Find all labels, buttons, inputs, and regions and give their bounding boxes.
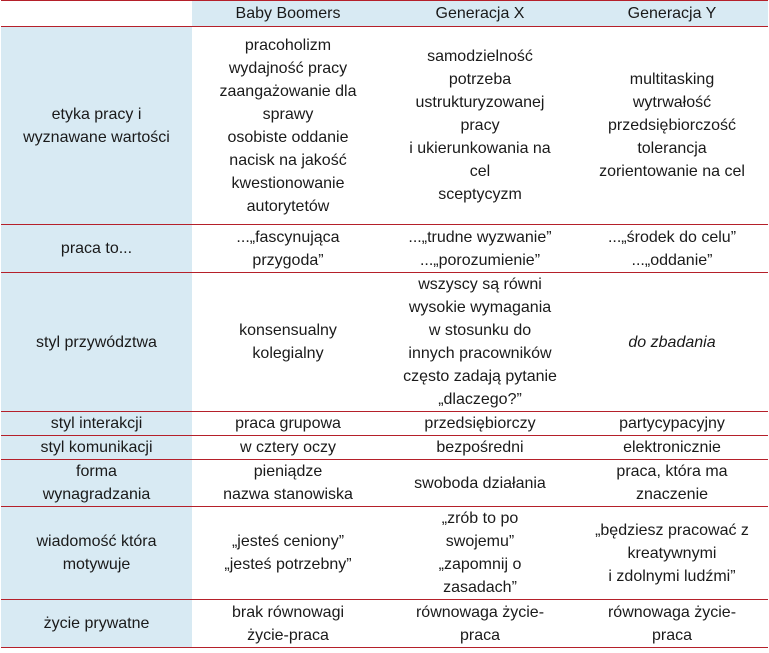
cell-generation-x	[384, 460, 576, 507]
cell-line: równowaga życie-	[607, 603, 737, 621]
cell-line: do zbadania	[628, 333, 716, 351]
cell-baby-boomers	[192, 436, 384, 460]
cell-generation-y	[576, 27, 768, 225]
cell-line: często zadają pytanie	[403, 368, 557, 385]
cell-line: w cztery oczy	[239, 439, 336, 456]
header-generation-y: Generacja Y	[576, 1, 768, 27]
cell-line: nacisk na jakość	[229, 151, 347, 169]
cell-line: wytrwałość	[632, 94, 712, 111]
row-label-line: życie prywatne	[43, 615, 150, 632]
row-label	[1, 225, 192, 273]
cell-line: ...„fascynująca	[236, 228, 340, 246]
cell-generation-y	[576, 273, 768, 412]
cell-line: kreatywnymi	[627, 544, 717, 562]
cell-baby-boomers	[192, 412, 384, 436]
cell-generation-x	[384, 600, 576, 648]
generations-table	[1, 0, 768, 648]
table-row	[1, 507, 768, 600]
cell-line: swojemu”	[445, 533, 515, 550]
row-label	[1, 412, 192, 436]
cell-line: tolerancja	[637, 140, 707, 157]
cell-line: życie-praca	[247, 626, 329, 644]
cell-line: praca	[651, 626, 693, 644]
header-row	[1, 1, 768, 27]
cell-line: praca grupowa	[235, 415, 341, 432]
row-label-line: styl interakcji	[50, 415, 143, 432]
cell-line: ...„trudne wyzwanie”	[408, 228, 552, 246]
cell-baby-boomers	[192, 460, 384, 507]
row-label-line: wiadomość która	[36, 533, 157, 550]
cell-line: nazwa stanowiska	[223, 486, 353, 503]
cell-line: pracoholizm	[244, 36, 332, 54]
row-label-line: motywuje	[62, 556, 131, 573]
cell-line: brak równowagi	[231, 603, 345, 621]
cell-line: wszyscy są równi	[418, 276, 542, 293]
cell-baby-boomers	[192, 600, 384, 648]
cell-line: kwestionowanie	[231, 174, 345, 192]
table-row	[1, 460, 768, 507]
cell-line: praca	[459, 626, 501, 644]
cell-line: „dlaczego?”	[438, 391, 522, 408]
cell-line: partycypacyjny	[619, 415, 725, 432]
cell-line: osobiste oddanie	[227, 128, 349, 146]
cell-line: zorientowanie na cel	[599, 163, 745, 180]
cell-baby-boomers	[192, 27, 384, 225]
cell-line: pracy	[460, 117, 500, 134]
cell-line: potrzeba	[448, 71, 512, 88]
cell-line: „będziesz pracować z	[595, 521, 749, 539]
row-label	[1, 600, 192, 648]
cell-generation-x	[384, 273, 576, 412]
cell-generation-x	[384, 412, 576, 436]
cell-line: ...„środek do celu”	[607, 228, 737, 246]
cell-generation-x	[384, 436, 576, 460]
table-row	[1, 412, 768, 436]
header-baby-boomers: Baby Boomers	[192, 1, 384, 27]
cell-line: praca, która ma	[616, 463, 728, 480]
cell-baby-boomers	[192, 273, 384, 412]
cell-baby-boomers	[192, 225, 384, 273]
row-label-line: styl przywództwa	[36, 333, 157, 351]
table-row	[1, 600, 768, 648]
table-row	[1, 27, 768, 225]
cell-line: ustrukturyzowanej	[415, 94, 545, 111]
row-label	[1, 27, 192, 225]
cell-line: przedsiębiorczość	[607, 117, 737, 134]
cell-line: równowaga życie-	[415, 603, 545, 621]
cell-generation-y	[576, 412, 768, 436]
cell-line: w stosunku do	[428, 322, 532, 339]
cell-generation-y	[576, 600, 768, 648]
cell-line: „zapomnij o	[438, 556, 522, 573]
row-label-line: forma	[76, 463, 117, 480]
cell-line: „jesteś potrzebny”	[224, 556, 352, 573]
row-label	[1, 460, 192, 507]
cell-baby-boomers	[192, 507, 384, 600]
cell-generation-y	[576, 507, 768, 600]
cell-line: „jesteś ceniony”	[231, 533, 345, 550]
row-label-line: wynagradzania	[42, 486, 151, 503]
cell-generation-x	[384, 225, 576, 273]
cell-line: bezpośredni	[436, 439, 524, 456]
cell-line: sprawy	[262, 105, 314, 123]
header-generation-x: Generacja X	[384, 1, 576, 27]
cell-generation-x	[384, 27, 576, 225]
cell-line: ...„oddanie”	[631, 251, 713, 269]
cell-generation-y	[576, 436, 768, 460]
cell-line: cel	[469, 163, 491, 180]
row-label-line: etyka pracy i	[51, 105, 142, 123]
cell-line: ...„porozumienie”	[419, 251, 541, 269]
cell-line: wydajność pracy	[228, 59, 348, 77]
cell-line: multitasking	[629, 71, 715, 88]
cell-line: znaczenie	[635, 486, 709, 503]
cell-line: wysokie wymagania	[408, 299, 552, 316]
row-label	[1, 436, 192, 460]
cell-line: konsensualny	[239, 322, 337, 339]
cell-generation-y	[576, 460, 768, 507]
cell-line: innych pracowników	[408, 345, 552, 362]
cell-line: pieniądze	[253, 463, 323, 480]
cell-line: zaangażowanie dla	[219, 82, 357, 100]
row-label-line: wyznawane wartości	[23, 128, 170, 146]
cell-line: przygoda”	[252, 251, 324, 269]
cell-line: samodzielność	[427, 48, 533, 65]
header-blank	[1, 1, 192, 27]
cell-line: „zrób to po	[441, 510, 519, 527]
cell-line: i ukierunkowania na	[409, 140, 551, 157]
cell-generation-x	[384, 507, 576, 600]
cell-line: zasadach”	[443, 579, 517, 596]
cell-line: kolegialny	[252, 345, 324, 362]
cell-line: sceptycyzm	[438, 186, 522, 203]
row-label-line: styl komunikacji	[40, 439, 153, 456]
cell-line: swoboda działania	[414, 474, 546, 492]
cell-generation-y	[576, 225, 768, 273]
cell-line: przedsiębiorczy	[424, 415, 536, 432]
cell-line: elektronicznie	[623, 439, 721, 456]
table-row	[1, 273, 768, 412]
cell-line: i zdolnymi ludźmi”	[608, 567, 736, 585]
row-label-line: praca to...	[60, 240, 133, 257]
row-label	[1, 273, 192, 412]
row-label	[1, 507, 192, 600]
cell-line: autorytetów	[246, 197, 330, 215]
table-row	[1, 225, 768, 273]
table-row	[1, 436, 768, 460]
